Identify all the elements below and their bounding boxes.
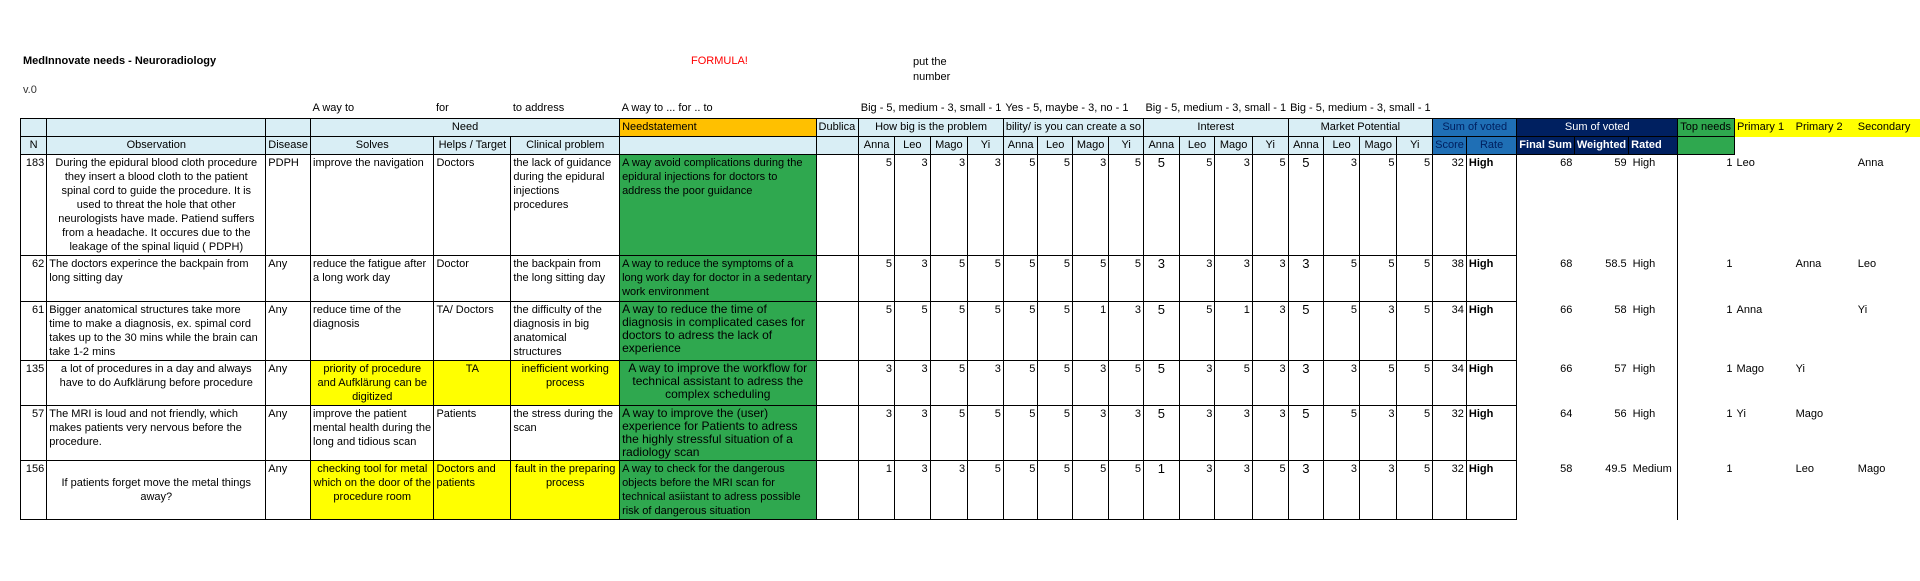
cell-vote-market: 5 — [1397, 256, 1433, 302]
cell-vote-feas: 5 — [1073, 256, 1109, 302]
cell-vote-size: 5 — [930, 256, 967, 302]
cell-vote-interest: 5 — [1179, 155, 1215, 256]
cell-top-need: 1 — [1678, 406, 1735, 461]
sum-voted-header: Sum of voted — [1433, 119, 1517, 137]
cell-primary1: Yi — [1736, 407, 1746, 420]
cell-rated: High — [1632, 157, 1656, 169]
cell-vote-interest: 5 — [1143, 302, 1179, 361]
cell-vote-market: 3 — [1324, 361, 1360, 406]
cell-vote-feas: 5 — [1038, 406, 1073, 461]
cell-rate: High — [1466, 406, 1516, 461]
cell-primary1 — [1735, 256, 1794, 302]
cell-secondary — [1856, 361, 1920, 406]
col-clinical: Clinical problem — [511, 137, 620, 155]
cell-vote-size: 5 — [968, 461, 1004, 520]
size-scale: Big - 5, medium - 3, small - 1 — [860, 102, 1002, 114]
cell-primary2: Leo — [1795, 462, 1814, 475]
col-rate: Rate — [1466, 137, 1516, 155]
cell-secondary: Mago — [1857, 462, 1886, 475]
cell-vote-interest: 3 — [1215, 461, 1252, 520]
cell-weighted: 59 — [1614, 157, 1627, 169]
cell-rated: Medium — [1632, 462, 1672, 475]
cell-disease: Any — [266, 302, 311, 361]
cell-vote-feas: 5 — [1003, 256, 1038, 302]
feasibility-scale: Yes - 5, maybe - 3, no - 1 — [1005, 102, 1129, 114]
cell-final-sum: 64 — [1560, 407, 1573, 420]
cell-clinical: the backpain from the long sitting day — [511, 256, 620, 302]
cell-primary2: Anna — [1795, 257, 1822, 270]
cell-vote-market: 5 — [1359, 155, 1396, 256]
cell-needstatement: A way to improve the workflow for technical assistant to adress the complex scheduling — [620, 361, 816, 406]
cell-primary2 — [1794, 155, 1856, 256]
cell-vote-market: 5 — [1324, 302, 1360, 361]
cell-vote-market: 5 — [1288, 155, 1324, 256]
cell-clinical: the lack of guidance during the epidural injections procedures — [511, 155, 620, 256]
cell-vote-market: 5 — [1397, 302, 1433, 361]
cell-rated: High — [1632, 257, 1656, 270]
cell-solves: reduce time of the diagnosis — [311, 302, 434, 361]
cell-vote-size: 3 — [930, 461, 967, 520]
cell-observation: If patients forget move the metal things away? — [47, 461, 266, 520]
voter-anna: Anna — [1003, 137, 1038, 155]
cell-vote-size: 5 — [930, 361, 967, 406]
cell-solves: priority of procedure and Aufklärung can be digitized — [311, 361, 434, 406]
cell-vote-size: 3 — [894, 256, 930, 302]
cell-vote-feas: 5 — [1038, 461, 1073, 520]
cell-solves: checking tool for metal which on the door of the procedure room — [311, 461, 434, 520]
cell-solves: reduce the fatigue after a long work day — [311, 256, 434, 302]
cell-vote-feas: 3 — [1109, 302, 1144, 361]
cell-vote-market: 3 — [1324, 155, 1360, 256]
cell-needstatement: A way to check for the dangerous objects before the MRI scan for technical asiistant to adress possible risk of dangerous situation — [620, 461, 816, 520]
cell-vote-size: 5 — [859, 256, 895, 302]
cell-rate: High — [1466, 361, 1516, 406]
cell-clinical: the stress during the scan — [511, 406, 620, 461]
voter-leo: Leo — [1038, 137, 1073, 155]
cell-dublica — [816, 406, 859, 461]
secondary-header: Secondary — [1856, 119, 1920, 137]
cell-top-need: 1 — [1678, 361, 1735, 406]
cell-vote-size: 5 — [930, 302, 967, 361]
cell-clinical: the difficulty of the diagnosis in big anatomical structures — [511, 302, 620, 361]
table-row — [21, 406, 1920, 461]
cell-score: 32 — [1433, 461, 1467, 520]
col-disease: Disease — [266, 137, 311, 155]
cell-vote-feas: 5 — [1038, 155, 1073, 256]
cell-final-sum: 58 — [1560, 462, 1573, 475]
cell-score: 34 — [1433, 302, 1467, 361]
voter-leo: Leo — [1324, 137, 1360, 155]
cell-vote-size: 3 — [894, 361, 930, 406]
cell-score: 38 — [1433, 256, 1467, 302]
cell-vote-interest: 1 — [1143, 461, 1179, 520]
cell-disease: Any — [266, 406, 311, 461]
voter-anna: Anna — [1288, 137, 1324, 155]
needstatement-template: A way to ... for .. to — [621, 102, 713, 114]
cell-observation: The MRI is loud and not friendly, which makes patients very nervous before the procedure. — [47, 406, 266, 461]
primary1-header: Primary 1 — [1735, 119, 1794, 137]
interest-scale: Big - 5, medium - 3, small - 1 — [1145, 102, 1287, 114]
cell-primary1: Leo — [1736, 156, 1755, 169]
voter-mago: Mago — [1073, 137, 1109, 155]
table-row — [21, 461, 1920, 520]
voter-leo: Leo — [894, 137, 930, 155]
cell-primary1: Anna — [1736, 303, 1763, 316]
cell-n: 61 — [21, 302, 47, 361]
cell-disease: Any — [266, 361, 311, 406]
voter-anna: Anna — [859, 137, 895, 155]
cell-vote-market: 5 — [1288, 302, 1324, 361]
cell-secondary — [1856, 406, 1920, 461]
cell-final-sum: 68 — [1560, 157, 1573, 169]
scale-hint-row — [21, 100, 1920, 119]
feasibility-header: bility/ is you can create a so — [1003, 119, 1143, 137]
cell-dublica — [816, 302, 859, 361]
col-n: N — [21, 137, 47, 155]
cell-rate: High — [1466, 461, 1516, 520]
market-header: Market Potential — [1288, 119, 1433, 137]
cell-final-sum: 66 — [1560, 303, 1573, 316]
cell-n: 183 — [21, 155, 47, 256]
cell-dublica — [816, 155, 859, 256]
cell-weighted: 58 — [1614, 303, 1627, 316]
col-solves: Solves — [311, 137, 434, 155]
cell-vote-feas: 5 — [1109, 361, 1144, 406]
cell-vote-size: 5 — [930, 406, 967, 461]
cell-secondary: Anna — [1857, 156, 1884, 169]
for-label: for — [435, 102, 449, 114]
cell-vote-interest: 3 — [1215, 155, 1252, 256]
cell-rate: High — [1466, 302, 1516, 361]
cell-vote-market: 3 — [1359, 302, 1396, 361]
cell-final-sum: 66 — [1560, 362, 1573, 375]
cell-vote-feas: 5 — [1038, 256, 1073, 302]
cell-vote-interest: 3 — [1179, 461, 1215, 520]
cell-solves: improve the patient mental health during the long and tidious scan — [311, 406, 434, 461]
col-score: Score — [1433, 137, 1467, 155]
cell-vote-interest: 5 — [1143, 155, 1179, 256]
cell-weighted: 58.5 — [1605, 257, 1627, 270]
cell-vote-market: 3 — [1324, 461, 1360, 520]
cell-vote-feas: 3 — [1109, 406, 1144, 461]
cell-vote-market: 5 — [1324, 256, 1360, 302]
cell-vote-market: 3 — [1359, 406, 1396, 461]
cell-n: 135 — [21, 361, 47, 406]
cell-vote-interest: 5 — [1252, 155, 1288, 256]
cell-vote-feas: 5 — [1109, 461, 1144, 520]
voter-yi: Yi — [1397, 137, 1433, 155]
cell-rated: High — [1632, 407, 1656, 420]
cell-dublica — [816, 256, 859, 302]
cell-final-sum: 68 — [1560, 257, 1573, 270]
cell-vote-feas: 5 — [1109, 155, 1144, 256]
cell-vote-feas: 5 — [1073, 461, 1109, 520]
col-rated: Rated — [1629, 137, 1678, 155]
cell-needstatement: A way to reduce the symptoms of a long work day for doctor in a sedentary work environment — [620, 256, 816, 302]
cell-helps: Doctors — [434, 155, 511, 256]
cell-vote-market: 5 — [1397, 406, 1433, 461]
cell-primary2: Mago — [1795, 407, 1824, 420]
cell-vote-size: 3 — [968, 361, 1004, 406]
cell-vote-size: 3 — [968, 155, 1004, 256]
cell-vote-market: 3 — [1288, 361, 1324, 406]
cell-vote-size: 3 — [894, 155, 930, 256]
cell-vote-interest: 5 — [1179, 302, 1215, 361]
cell-vote-feas: 3 — [1073, 155, 1109, 256]
how-big-header: How big is the problem — [859, 119, 1004, 137]
need-header: Need — [311, 119, 620, 137]
cell-vote-feas: 5 — [1003, 406, 1038, 461]
cell-vote-feas: 5 — [1003, 361, 1038, 406]
cell-vote-market: 3 — [1288, 256, 1324, 302]
voter-anna: Anna — [1143, 137, 1179, 155]
cell-needstatement: A way to reduce the time of diagnosis in complicated cases for doctors to adress the lack of experience — [620, 302, 816, 361]
cell-observation: a lot of procedures in a day and always have to do Aufklärung before procedure — [47, 361, 266, 406]
voter-mago: Mago — [1215, 137, 1252, 155]
cell-vote-size: 3 — [930, 155, 967, 256]
to-address-label: to address — [512, 102, 565, 114]
cell-dublica — [816, 361, 859, 406]
cell-helps: Doctor — [434, 256, 511, 302]
cell-vote-interest: 3 — [1252, 256, 1288, 302]
cell-observation: The doctors experince the backpain from long sitting day — [47, 256, 266, 302]
cell-vote-interest: 3 — [1215, 406, 1252, 461]
cell-vote-feas: 5 — [1038, 361, 1073, 406]
col-final-sum: Final Sum — [1517, 137, 1575, 155]
formula-note: FORMULA! — [691, 55, 748, 67]
col-observation: Observation — [47, 137, 266, 155]
cell-weighted: 49.5 — [1605, 462, 1627, 475]
table-row — [21, 361, 1920, 406]
needs-spreadsheet — [20, 100, 1920, 520]
cell-vote-size: 5 — [968, 406, 1004, 461]
cell-vote-size: 1 — [859, 461, 895, 520]
cell-helps: TA/ Doctors — [434, 302, 511, 361]
cell-rate: High — [1466, 256, 1516, 302]
voter-leo: Leo — [1179, 137, 1215, 155]
cell-vote-feas: 5 — [1109, 256, 1144, 302]
cell-vote-interest: 3 — [1179, 256, 1215, 302]
cell-helps: Doctors and patients — [434, 461, 511, 520]
cell-solves: improve the navigation — [311, 155, 434, 256]
needstatement-header: Needstatement — [620, 119, 816, 137]
cell-vote-market: 3 — [1288, 461, 1324, 520]
cell-vote-interest: 5 — [1215, 361, 1252, 406]
cell-observation: During the epidural blood cloth procedure they insert a blood cloth to the patient spinal cord to guide the procedure. It is used to threat the hole that other neurologists have made. Patiend suffers from a headache. It occures due to the leakage of the spinal liquid ( PDPH) — [47, 155, 266, 256]
cell-vote-size: 3 — [894, 406, 930, 461]
cell-vote-size: 5 — [968, 302, 1004, 361]
cell-vote-size: 5 — [859, 155, 895, 256]
cell-vote-interest: 5 — [1143, 361, 1179, 406]
voter-yi: Yi — [1109, 137, 1144, 155]
col-helps: Helps / Target — [434, 137, 511, 155]
voter-mago: Mago — [1359, 137, 1396, 155]
cell-primary1: Mago — [1736, 362, 1765, 375]
cell-score: 32 — [1433, 155, 1467, 256]
cell-disease: Any — [266, 461, 311, 520]
cell-vote-market: 5 — [1397, 461, 1433, 520]
cell-secondary: Leo — [1857, 257, 1877, 270]
put-number-note: put the number — [913, 56, 951, 83]
cell-n: 62 — [21, 256, 47, 302]
cell-vote-size: 5 — [859, 302, 895, 361]
document-version: v.0 — [23, 84, 37, 96]
cell-vote-market: 5 — [1359, 256, 1396, 302]
cell-score: 34 — [1433, 361, 1467, 406]
cell-vote-interest: 3 — [1252, 302, 1288, 361]
header-row-groups — [21, 119, 1920, 137]
cell-vote-market: 5 — [1359, 361, 1396, 406]
cell-vote-interest: 5 — [1252, 461, 1288, 520]
primary2-header: Primary 2 — [1794, 119, 1856, 137]
cell-vote-market: 3 — [1359, 461, 1396, 520]
cell-vote-feas: 3 — [1073, 361, 1109, 406]
voter-yi: Yi — [968, 137, 1004, 155]
cell-primary2 — [1794, 302, 1856, 361]
cell-vote-market: 5 — [1397, 155, 1433, 256]
cell-weighted: 57 — [1614, 362, 1627, 375]
cell-vote-interest: 3 — [1215, 256, 1252, 302]
cell-needstatement: A way to improve the (user) experience for Patients to adress the highly stressful situation of a radiology scan — [620, 406, 816, 461]
cell-rate: High — [1466, 155, 1516, 256]
needs-rows — [21, 155, 1920, 520]
cell-rated: High — [1632, 303, 1656, 316]
col-weighted: Weighted — [1574, 137, 1628, 155]
cell-vote-interest: 3 — [1252, 406, 1288, 461]
cell-vote-market: 5 — [1324, 406, 1360, 461]
cell-vote-market: 5 — [1397, 361, 1433, 406]
cell-top-need: 1 — [1678, 155, 1735, 256]
cell-observation: Bigger anatomical structures take more time to make a diagnosis, ex. spimal cord takes up to the 30 mins while the brain can take 1-2 mins — [47, 302, 266, 361]
cell-dublica — [816, 461, 859, 520]
cell-vote-interest: 3 — [1252, 361, 1288, 406]
cell-vote-interest: 1 — [1215, 302, 1252, 361]
cell-disease: PDPH — [266, 155, 311, 256]
cell-clinical: inefficient working process — [511, 361, 620, 406]
cell-rated: High — [1632, 362, 1656, 375]
cell-secondary: Yi — [1857, 303, 1868, 316]
table-row — [21, 302, 1920, 361]
cell-primary2: Yi — [1795, 362, 1805, 375]
cell-vote-interest: 3 — [1179, 406, 1215, 461]
cell-top-need: 1 — [1678, 256, 1735, 302]
header-row-columns — [21, 137, 1920, 155]
document-title: MedInnovate needs - Neuroradiology — [23, 55, 217, 67]
cell-vote-feas: 5 — [1003, 302, 1038, 361]
cell-vote-feas: 5 — [1038, 302, 1073, 361]
cell-vote-feas: 1 — [1073, 302, 1109, 361]
cell-vote-interest: 3 — [1143, 256, 1179, 302]
cell-top-need: 1 — [1678, 302, 1735, 361]
cell-n: 156 — [21, 461, 47, 520]
cell-vote-interest: 3 — [1179, 361, 1215, 406]
cell-vote-market: 5 — [1288, 406, 1324, 461]
cell-vote-feas: 3 — [1073, 406, 1109, 461]
cell-helps: TA — [434, 361, 511, 406]
cell-score: 32 — [1433, 406, 1467, 461]
a-way-to-label: A way to — [312, 102, 355, 114]
cell-clinical: fault in the preparing process — [511, 461, 620, 520]
cell-weighted: 56 — [1614, 407, 1627, 420]
cell-vote-size: 5 — [894, 302, 930, 361]
dublica-header: Dublica — [816, 119, 859, 137]
voter-mago: Mago — [930, 137, 967, 155]
cell-top-need: 1 — [1678, 461, 1735, 520]
market-scale: Big - 5, medium - 3, small - 1 — [1290, 102, 1431, 114]
cell-primary1 — [1735, 461, 1794, 520]
cell-vote-feas: 5 — [1003, 155, 1038, 256]
cell-vote-size: 3 — [859, 406, 895, 461]
cell-helps: Patients — [434, 406, 511, 461]
cell-disease: Any — [266, 256, 311, 302]
sum-voted-weighted-header: Sum of voted — [1517, 119, 1678, 137]
top-needs-header: Top needs — [1678, 119, 1735, 137]
interest-header: Interest — [1143, 119, 1288, 137]
cell-vote-interest: 5 — [1143, 406, 1179, 461]
cell-needstatement: A way avoid complications during the epidural injections for doctors to address the poor guidance — [620, 155, 816, 256]
cell-vote-feas: 5 — [1003, 461, 1038, 520]
cell-n: 57 — [21, 406, 47, 461]
cell-vote-size: 3 — [894, 461, 930, 520]
cell-vote-size: 3 — [859, 361, 895, 406]
table-row — [21, 155, 1920, 256]
table-row — [21, 256, 1920, 302]
cell-vote-size: 5 — [968, 256, 1004, 302]
voter-yi: Yi — [1252, 137, 1288, 155]
